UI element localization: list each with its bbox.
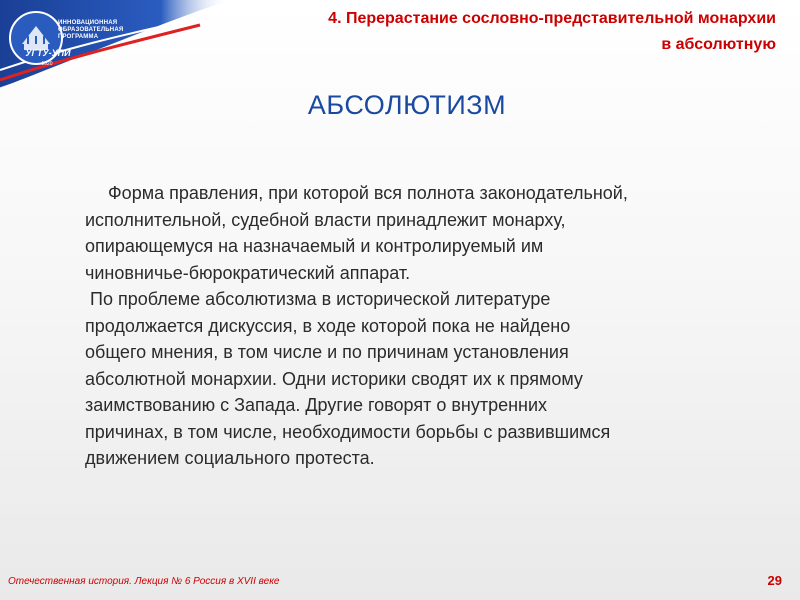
slide-title-line-2: в абсолютную	[661, 36, 776, 53]
paragraph-line: По проблеме абсолютизма в исторической литературе	[90, 289, 551, 309]
paragraph-line: продолжается дискуссия, в ходе которой пока не найдено	[85, 315, 571, 336]
slide-title-line-1: 4. Перерастание сословно-представительной монархии	[328, 10, 776, 27]
slide-title	[216, 6, 776, 58]
body-text	[85, 180, 755, 472]
paragraph-line: Форма правления, при которой вся полнота законодательной,	[108, 183, 628, 203]
logo-year: 1920	[41, 61, 53, 67]
paragraph-line: опирающемуся на назначаемый и контролируемый им	[85, 236, 544, 256]
section-heading: АБСОЛЮТИЗМ	[307, 90, 507, 120]
paragraph-line: движением социального протеста.	[85, 448, 375, 468]
paragraph-line: исполнительной, судебной власти принадлежит монарху,	[85, 209, 566, 230]
paragraph-line: общего мнения, в том числе и по причинам установления	[85, 342, 569, 362]
footer-course-text: Отечественная история. Лекция № 6 Россия в XVII веке	[8, 576, 280, 587]
paragraph-line: абсолютной монархии. Одни историки сводят их к прямому	[85, 368, 583, 389]
paragraph-line: заимствованию с Запада. Другие говорят о внутренних	[85, 395, 548, 415]
definition-paragraph	[85, 180, 755, 286]
discussion-paragraph	[85, 286, 755, 472]
paragraph-line: причинах, в том числе, необходимости борьбы с развившимся	[85, 421, 611, 442]
paragraph-line: чиновничье-бюрократический аппарат.	[85, 262, 411, 283]
page-number: 29	[767, 573, 782, 588]
university-logo	[8, 8, 124, 70]
logo-name: УГТУ-УПИ	[25, 48, 71, 58]
logo-tagline: ИННОВАЦИОННАЯ ОБРАЗОВАТЕЛЬНАЯ ПРОГРАММА	[58, 20, 124, 40]
